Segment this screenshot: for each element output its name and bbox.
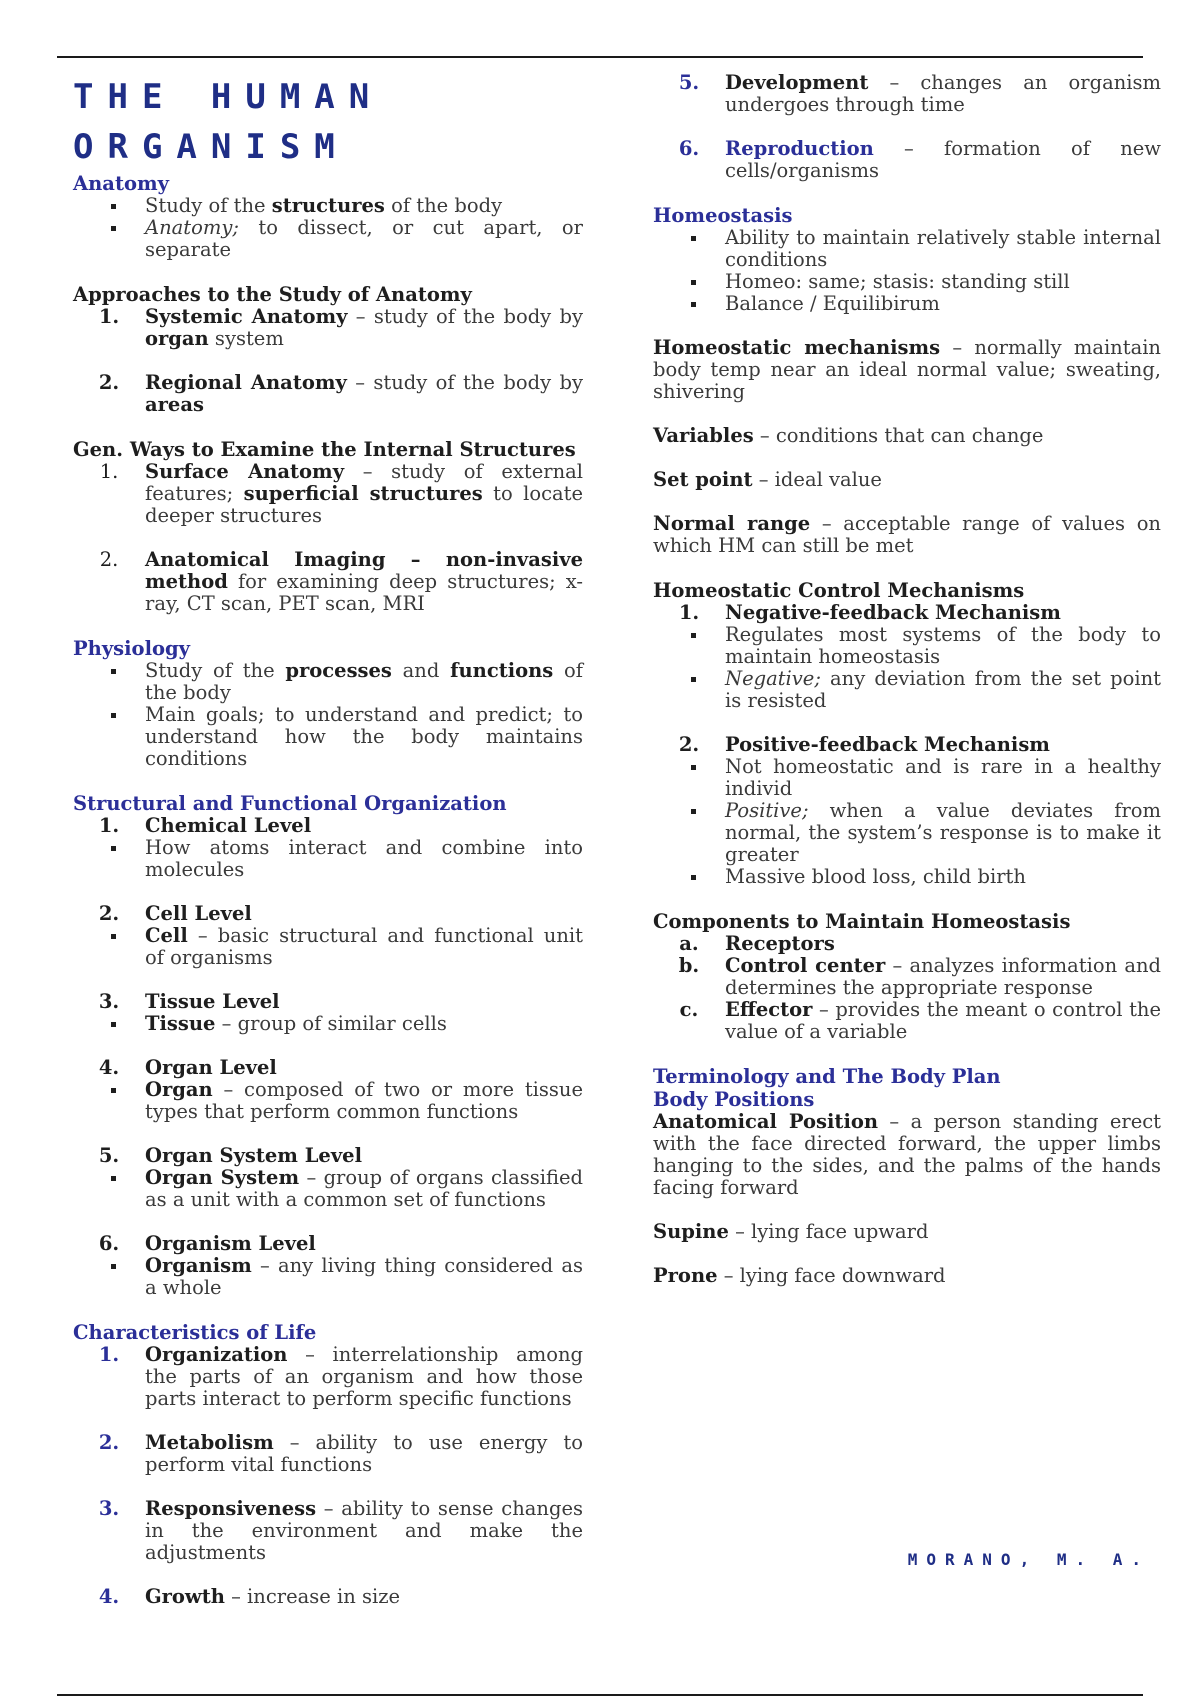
level-title: 4. Organ Level bbox=[98, 1056, 277, 1079]
bullet-icon bbox=[73, 1167, 145, 1189]
bullet-icon bbox=[653, 668, 725, 690]
ways-heading: Gen. Ways to Examine the Internal Structures bbox=[73, 438, 576, 461]
bullet-icon bbox=[653, 866, 725, 888]
definition: Homeostatic mechanisms – normally maintain body temp near an ideal normal value; sweating, shivering bbox=[653, 336, 1161, 403]
left-column bbox=[73, 72, 583, 1608]
list-item: c. Effector – provides the meant o control the value of a variable bbox=[679, 998, 1161, 1043]
bullet-icon bbox=[653, 624, 725, 646]
body-positions-heading: Body Positions bbox=[653, 1088, 815, 1111]
control-heading: Homeostatic Control Mechanisms bbox=[653, 579, 1025, 602]
bullet-icon bbox=[73, 660, 145, 682]
top-rule bbox=[57, 56, 1143, 58]
bullet-icon bbox=[73, 704, 145, 726]
terminology-heading: Terminology and The Body Plan bbox=[653, 1065, 1001, 1088]
list-item: 4. Growth – increase in size bbox=[98, 1585, 401, 1608]
list-item: Tissue – group of similar cells bbox=[73, 1013, 583, 1035]
level-title: 1. Negative-feedback Mechanism bbox=[678, 601, 1061, 624]
level-title: 6. Organism Level bbox=[98, 1232, 316, 1255]
bullet-icon bbox=[653, 227, 725, 249]
list-item: 1. Organization – interrelationship among the parts of an organism and how those parts interact to perform specific functions bbox=[98, 1343, 583, 1410]
list-item: 2. Anatomical Imaging – non-invasive method for examining deep structures; x-ray, CT scan, PET scan, MRI bbox=[99, 548, 583, 615]
list-item: Negative; any deviation from the set point is resisted bbox=[653, 668, 1161, 712]
list-item: Organ System – group of organs classified as a unit with a common set of functions bbox=[73, 1167, 583, 1211]
level-title: 3. Tissue Level bbox=[98, 990, 280, 1013]
bullet-icon bbox=[653, 800, 725, 822]
list-item: Regulates most systems of the body to maintain homeostasis bbox=[653, 624, 1161, 668]
right-column bbox=[653, 72, 1161, 1287]
bullet-icon bbox=[73, 217, 145, 239]
list-item: 5. Development – changes an organism undergoes through time bbox=[678, 71, 1161, 116]
list-item: Main goals; to understand and predict; to understand how the body maintains conditions bbox=[73, 704, 583, 770]
level-title: 1. Chemical Level bbox=[98, 814, 312, 837]
bullet-icon bbox=[73, 1255, 145, 1277]
list-item: 2. Regional Anatomy – study of the body by areas bbox=[98, 371, 583, 416]
list-item: How atoms interact and combine into molecules bbox=[73, 837, 583, 881]
level-title: 5. Organ System Level bbox=[98, 1144, 362, 1167]
list-item: Cell – basic structural and functional unit of organisms bbox=[73, 925, 583, 969]
list-item: 1. Systemic Anatomy – study of the body by organ system bbox=[98, 305, 583, 350]
list-item: Anatomy; to dissect, or cut apart, or separate bbox=[73, 217, 583, 261]
list-item: a. Receptors bbox=[679, 932, 835, 955]
list-item: b. Control center – analyzes information and determines the appropriate response bbox=[678, 954, 1161, 999]
bullet-icon bbox=[73, 195, 145, 217]
bullet-icon bbox=[653, 293, 725, 315]
list-item: Positive; when a value deviates from normal, the system’s response is to make it greater bbox=[653, 800, 1161, 866]
bullet-icon bbox=[73, 1013, 145, 1035]
author-footer: MORANO, M. A. bbox=[907, 1550, 1150, 1569]
list-item: 1. Surface Anatomy – study of external features; superficial structures to locate deeper structures bbox=[99, 460, 584, 527]
level-title: 2. Cell Level bbox=[98, 902, 252, 925]
anatomy-heading: Anatomy bbox=[73, 172, 169, 195]
list-item: Balance / Equilibirum bbox=[653, 293, 1161, 315]
bullet-icon bbox=[73, 925, 145, 947]
list-item: Not homeostatic and is rare in a healthy individ bbox=[653, 756, 1161, 800]
list-item: Study of the structures of the body bbox=[73, 195, 583, 217]
list-item: 3. Responsiveness – ability to sense changes in the environment and make the adjustments bbox=[98, 1497, 583, 1564]
structural-heading: Structural and Functional Organization bbox=[73, 792, 507, 815]
list-item: 6. Reproduction – formation of new cells/organisms bbox=[678, 137, 1161, 182]
definition: Supine – lying face upward bbox=[653, 1220, 929, 1243]
list-item: Massive blood loss, child birth bbox=[653, 866, 1161, 888]
page-title-line-1: THE HUMAN bbox=[73, 77, 384, 117]
definition: Anatomical Position – a person standing erect with the face directed forward, the upper limbs hanging to the sides, and the palms of the hands facing forward bbox=[653, 1110, 1161, 1199]
bullet-icon bbox=[73, 837, 145, 859]
approaches-heading: Approaches to the Study of Anatomy bbox=[73, 283, 472, 306]
bullet-icon bbox=[653, 271, 725, 293]
definition: Set point – ideal value bbox=[653, 468, 882, 491]
page-title-line-2: ORGANISM bbox=[73, 127, 349, 167]
list-item: Organ – composed of two or more tissue types that perform common functions bbox=[73, 1079, 583, 1123]
bullet-icon bbox=[653, 756, 725, 778]
list-item: Organism – any living thing considered as a whole bbox=[73, 1255, 583, 1299]
list-item: Ability to maintain relatively stable internal conditions bbox=[653, 227, 1161, 271]
list-item: 2. Metabolism – ability to use energy to perform vital functions bbox=[98, 1431, 583, 1476]
homeostasis-heading: Homeostasis bbox=[653, 204, 793, 227]
life-heading: Characteristics of Life bbox=[73, 1321, 317, 1344]
bullet-icon bbox=[73, 1079, 145, 1101]
components-heading: Components to Maintain Homeostasis bbox=[653, 910, 1071, 933]
physiology-heading: Physiology bbox=[73, 637, 190, 660]
definition: Variables – conditions that can change bbox=[653, 424, 1044, 447]
bottom-rule bbox=[57, 1694, 1143, 1696]
level-title: 2. Positive-feedback Mechanism bbox=[678, 733, 1050, 756]
list-item: Homeo: same; stasis: standing still bbox=[653, 271, 1161, 293]
definition: Prone – lying face downward bbox=[653, 1264, 946, 1287]
list-item: Study of the processes and functions of the body bbox=[73, 660, 583, 704]
definition: Normal range – acceptable range of values on which HM can still be met bbox=[653, 512, 1161, 557]
